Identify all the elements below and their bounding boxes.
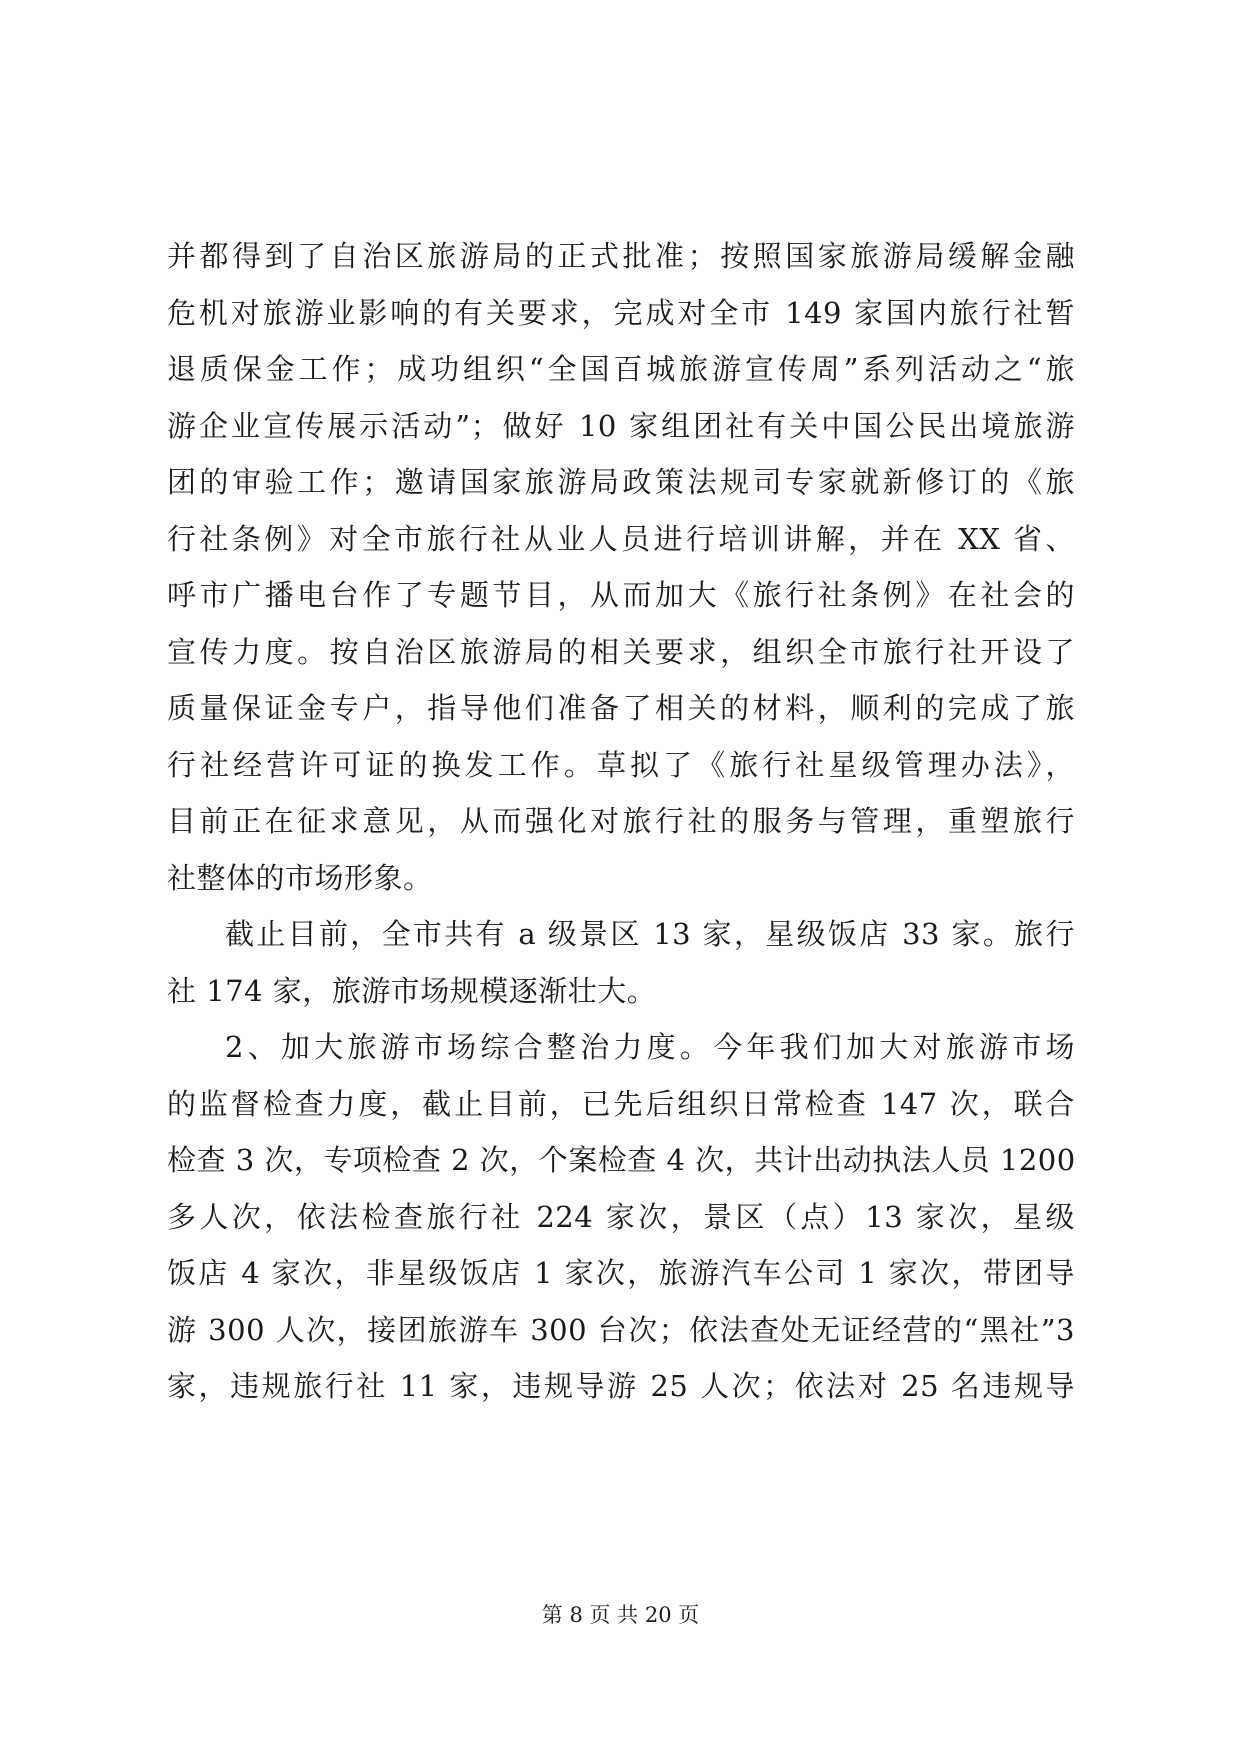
text-line: 退质保金工作；成功组织“全国百城旅游宣传周”系列活动之“旅: [167, 352, 1075, 386]
text-line: 危机对旅游业影响的有关要求，完成对全市 149 家国内旅行社暂: [167, 295, 1075, 330]
text-line: 目前正在征求意见，从而强化对旅行社的服务与管理，重塑旅行: [167, 804, 1075, 838]
text-line: 并都得到了自治区旅游局的正式批准；按照国家旅游局缓解金融: [167, 239, 1075, 273]
text-line: 团的审验工作；邀请国家旅游局政策法规司专家就新修订的《旅: [167, 465, 1075, 499]
text-line: 多人次，依法检查旅行社 224 家次，景区（点）13 家次，星级: [167, 1199, 1075, 1234]
document-body: [167, 228, 1075, 1415]
text-line: 社整体的市场形象。: [167, 860, 433, 895]
text-line: 质量保证金专户，指导他们准备了相关的材料，顺利的完成了旅: [167, 691, 1075, 725]
text-line: 家，违规旅行社 11 家，违规导游 25 人次；依法对 25 名违规导: [167, 1369, 1075, 1403]
paragraph-first-line: 截止目前，全市共有 a 级景区 13 家，星级饭店 33 家。旅行: [225, 917, 1075, 951]
paragraph-first-line: 2、加大旅游市场综合整治力度。今年我们加大对旅游市场: [225, 1030, 1075, 1064]
text-line: 呼市广播电台作了专题节目，从而加大《旅行社条例》在社会的: [167, 578, 1075, 612]
text-line: 行社经营许可证的换发工作。草拟了《旅行社星级管理办法》，: [167, 747, 1075, 782]
text-line: 行社条例》对全市旅行社从业人员进行培训讲解，并在 XX 省、: [167, 521, 1075, 556]
text-line: 社 174 家，旅游市场规模逐渐壮大。: [167, 973, 657, 1008]
text-line: 游 300 人次，接团旅游车 300 台次；依法查处无证经营的“黑社”3: [167, 1312, 1075, 1347]
text-line: 饭店 4 家次，非星级饭店 1 家次，旅游汽车公司 1 家次，带团导: [167, 1256, 1075, 1290]
page-number-footer: 第 8 页 共 20 页: [541, 1603, 700, 1627]
text-line: 宣传力度。按自治区旅游局的相关要求，组织全市旅行社开设了: [167, 634, 1075, 669]
text-line: 游企业宣传展示活动”；做好 10 家组团社有关中国公民出境旅游: [167, 408, 1075, 443]
text-line: 检查 3 次，专项检查 2 次，个案检查 4 次，共计出动执法人员 1200: [167, 1143, 1076, 1177]
text-line: 的监督检查力度，截止目前，已先后组织日常检查 147 次，联合: [167, 1086, 1075, 1121]
